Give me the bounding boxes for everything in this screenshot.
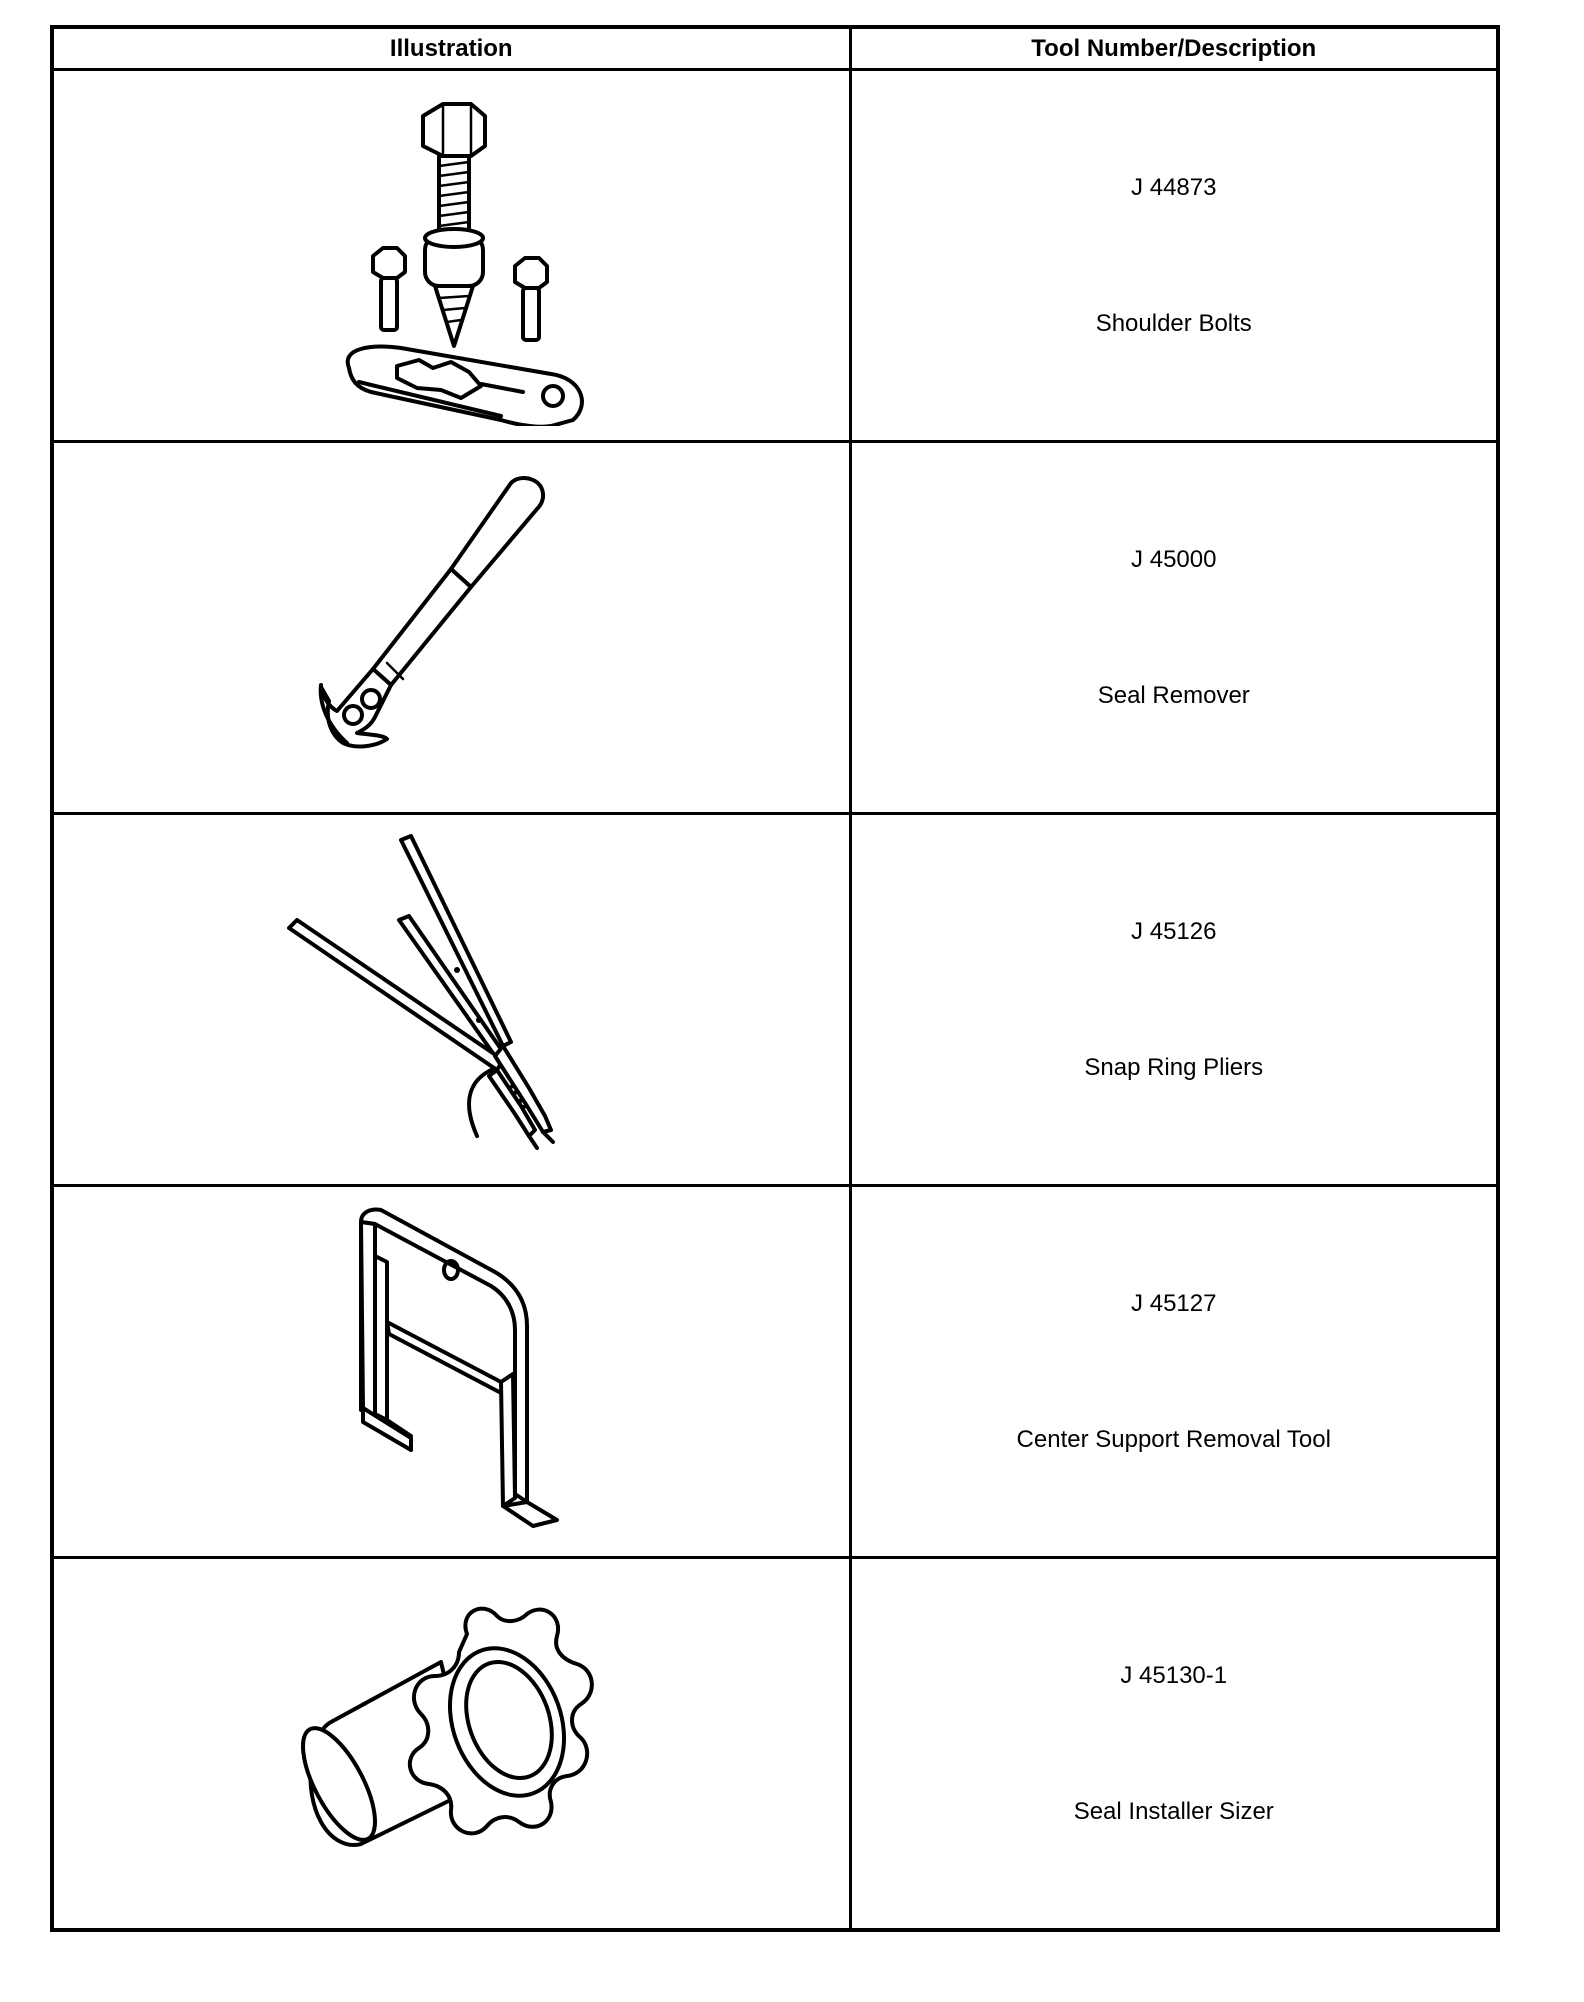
illustration-cell [52,814,850,1186]
table-row [52,1558,1498,1931]
tool-number: J 45000 [1131,545,1217,573]
tool-description: Shoulder Bolts [1095,309,1252,337]
tool-description: Snap Ring Pliers [1084,1053,1264,1081]
special-tools-table [50,25,1500,1932]
tool-number: J 44873 [1131,173,1217,201]
table-row [52,442,1498,814]
tool-description: Seal Remover [1097,681,1250,709]
description-cell [850,70,1498,442]
seal-remover-icon [291,463,611,793]
tool-description: Center Support Removal Tool [1016,1425,1331,1453]
header-tool-number-description: Tool Number/Description [850,27,1498,70]
description-cell [850,1186,1498,1558]
illustration-cell [52,70,850,442]
center-support-removal-tool-icon [331,1202,571,1542]
table-row [52,814,1498,1186]
tool-description: Seal Installer Sizer [1073,1797,1274,1825]
tool-number: J 45126 [1131,917,1217,945]
seal-installer-sizer-icon [291,1594,611,1894]
description-cell [850,1558,1498,1931]
header-illustration: Illustration [52,27,850,70]
illustration-cell [52,1186,850,1558]
tool-number: J 45127 [1131,1289,1217,1317]
snap-ring-pliers-icon [281,830,621,1170]
description-cell [850,442,1498,814]
table-header-row [52,27,1498,70]
tool-number: J 45130-1 [1120,1661,1228,1689]
table-row [52,70,1498,442]
illustration-cell [52,442,850,814]
shoulder-bolts-icon [301,86,601,426]
description-cell [850,814,1498,1186]
table-row [52,1186,1498,1558]
illustration-cell [52,1558,850,1931]
